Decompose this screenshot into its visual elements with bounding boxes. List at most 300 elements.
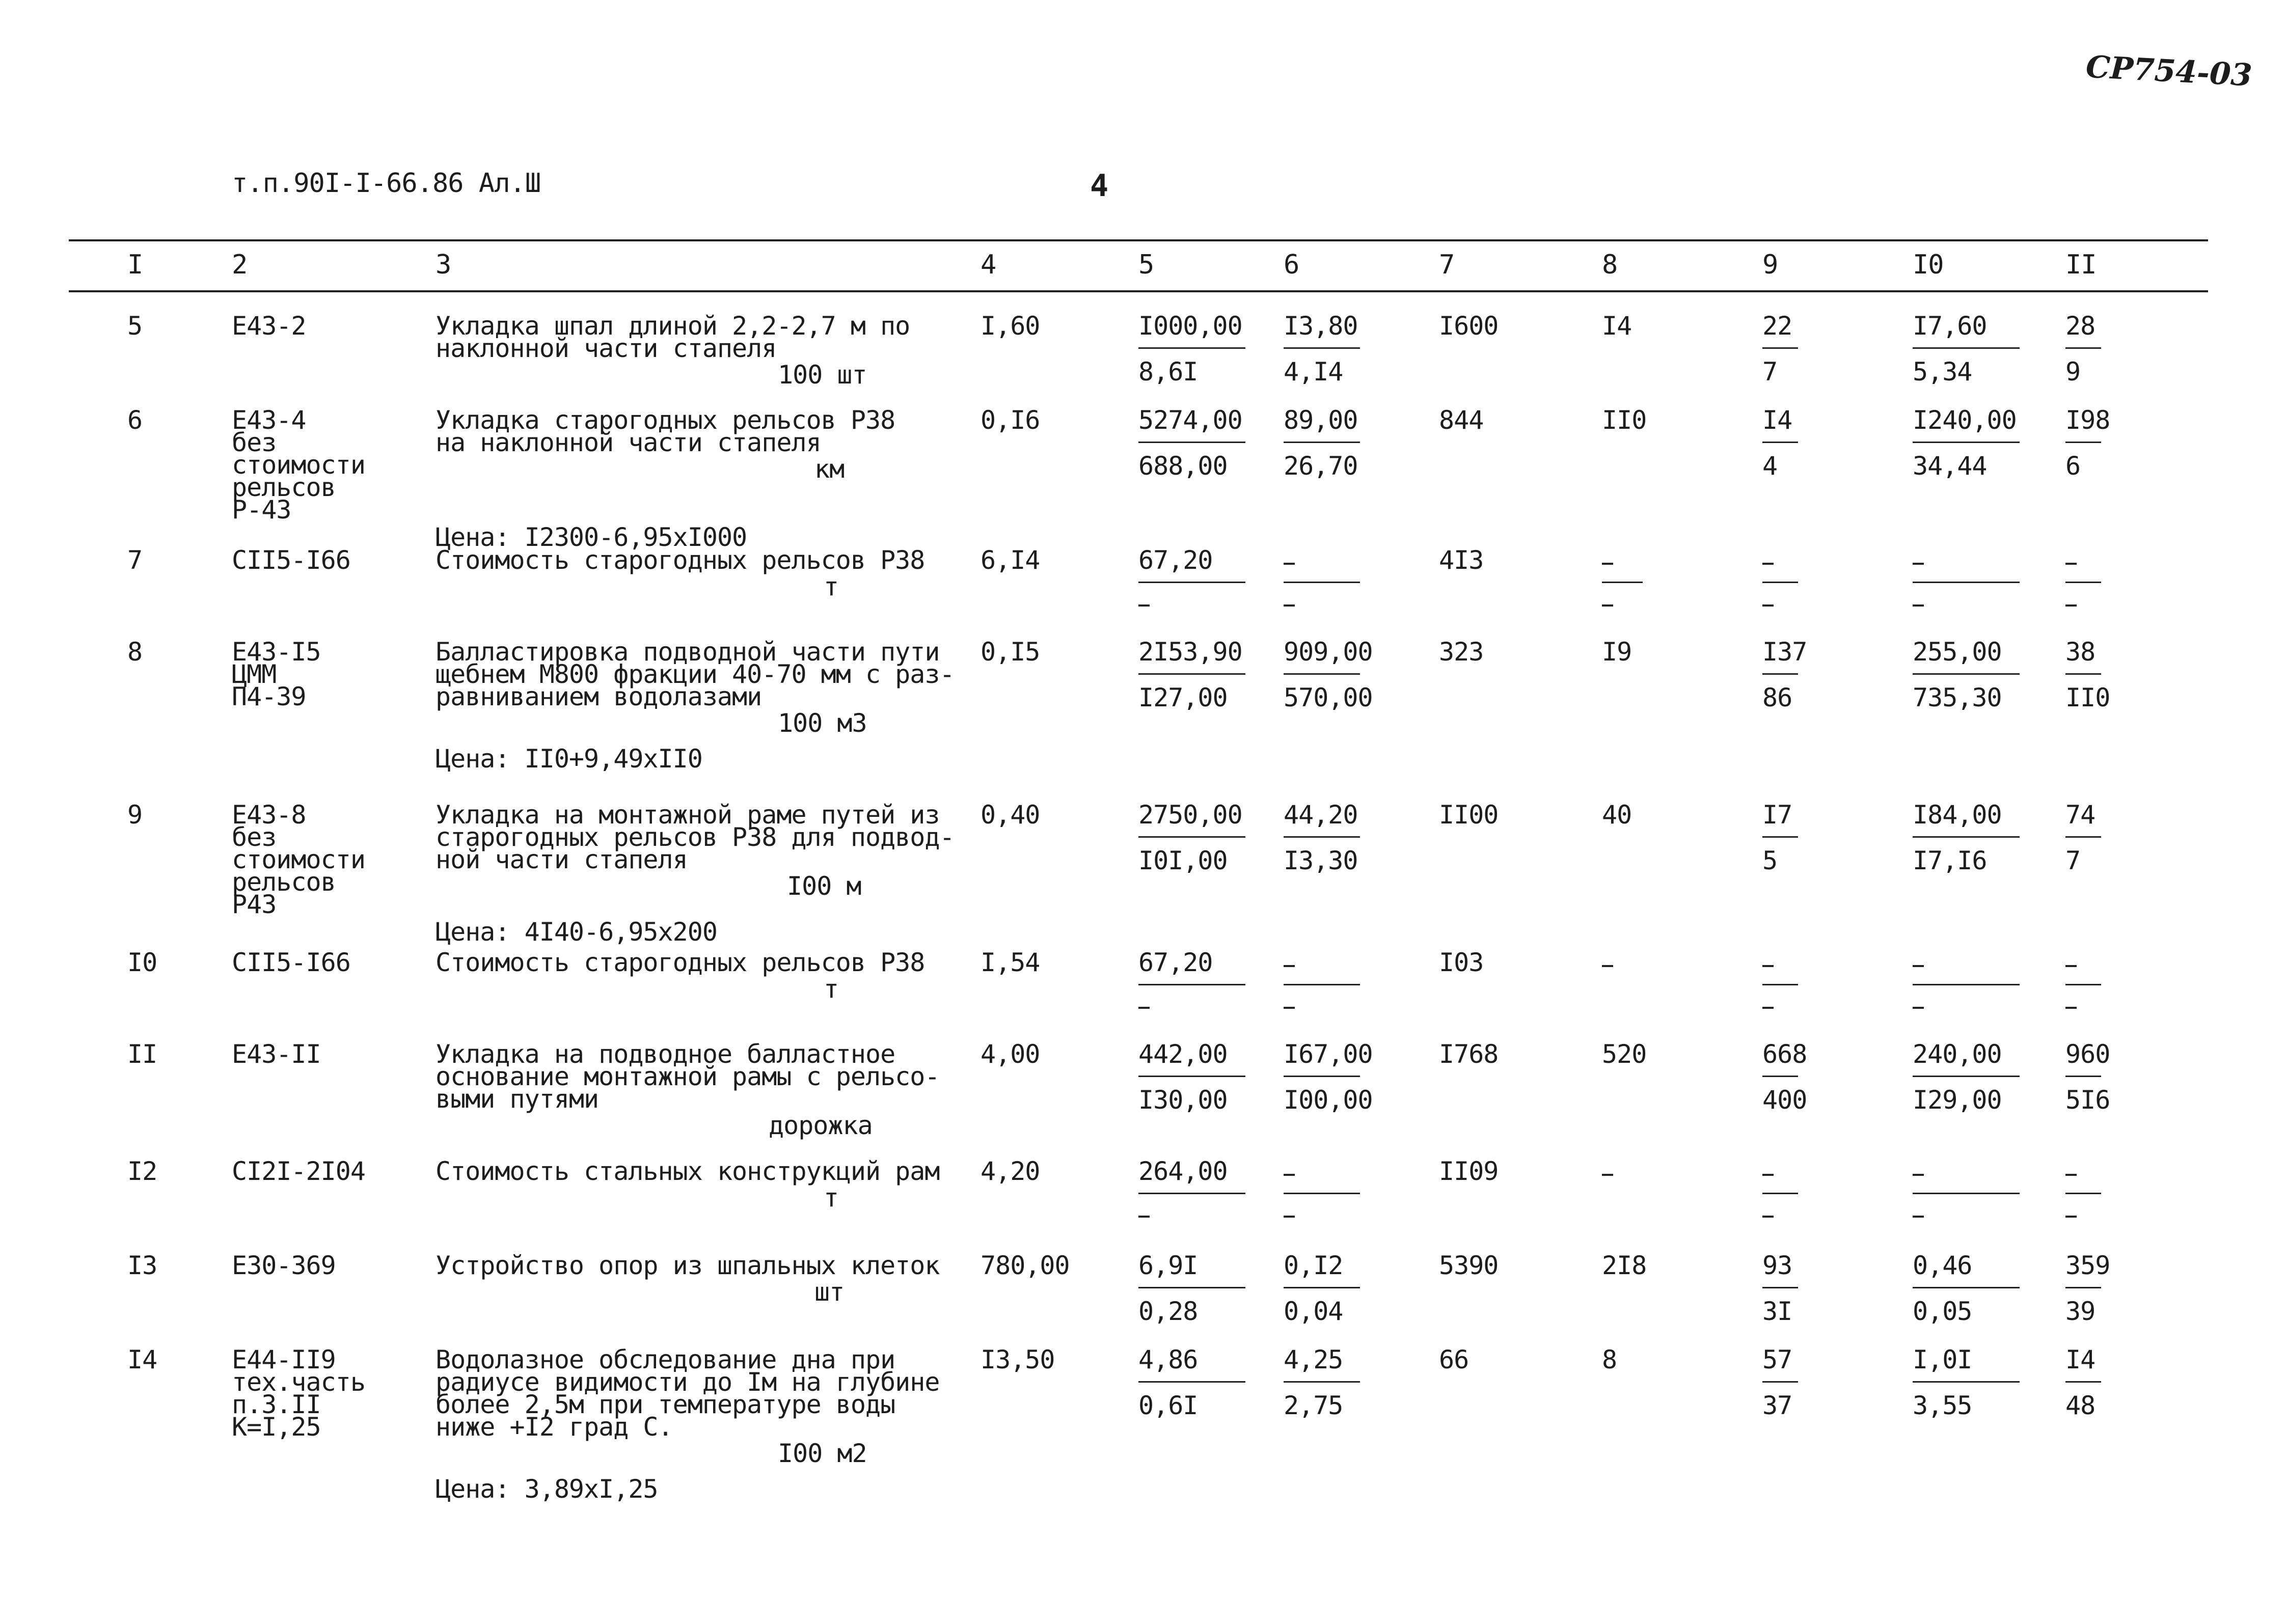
fraction-cell [2065,1039,2110,1118]
fraction-denominator: 86 [1762,683,1792,712]
fraction-bar [1138,673,1245,675]
fraction-cell [1284,313,1360,390]
norm-code: СI2I-2I04 [232,1157,365,1186]
fraction-numerator: 264,00 [1138,1157,1228,1186]
fraction-cell [1913,1159,2020,1235]
fraction-cell [1138,1041,1245,1118]
dash-mark [2065,604,2077,607]
column-number: II [2065,250,2097,280]
fraction-cell [1138,802,1245,878]
norm-code: СII5-I66 [232,948,350,977]
fraction-bar [1138,836,1245,838]
fraction-cell [1913,407,2020,484]
fraction-cell [1138,1253,1245,1329]
work-description: щебнем М800 фракции 40-70 мм с раз- [436,659,955,689]
fraction-bar [1762,673,1798,675]
fraction-bar [1284,836,1360,838]
fraction-cell [1284,407,1360,484]
fraction-cell [1762,950,1798,1026]
fraction-cell [1284,802,1360,878]
fraction-cell [1913,1347,2020,1423]
fraction-bar [2065,1287,2101,1288]
column-number: 6 [1284,250,1299,280]
row-number: II [127,1039,157,1069]
fraction-denominator: 7 [1762,357,1778,387]
fraction-numerator: 0,46 [1913,1251,1972,1280]
dash-mark [1284,604,1295,607]
fraction-cell [1284,547,1360,624]
fraction-cell [1284,1347,1360,1423]
fraction-bar [1284,1193,1360,1194]
fraction-numerator: 22 [1762,311,1792,341]
price-formula: Цена: II0+9,49хII0 [436,744,702,774]
fraction-bar [1284,673,1360,675]
fraction-bar [2065,442,2101,443]
work-description: Стоимость старогодных рельсов Р38 [436,948,925,977]
fraction-bar [1602,582,1643,583]
norm-code: Е43-8 [232,800,306,830]
fraction-bar [1284,582,1360,583]
work-description: Укладка шпал длиной 2,2-2,7 м по [436,311,910,341]
fraction-bar [1284,442,1360,443]
work-description: Балластировка подводной части пути [436,637,940,667]
fraction-cell [1762,1347,1798,1423]
fraction-denominator: 735,30 [1913,683,2002,712]
fraction-denominator: 8,6I [1138,357,1198,387]
cell-value: 40 [1602,800,1632,830]
work-description: Водолазное обследование дна при [436,1345,895,1374]
dash-mark [1913,1216,1924,1218]
quantity-value: 780,00 [981,1251,1070,1280]
document-reference: т.п.90I-I-66.86 Ал.Ш [232,168,541,199]
fraction-bar [1913,1193,2020,1194]
cell-value: 2I8 [1602,1251,1647,1280]
fraction-numerator: I98 [2065,405,2110,435]
dash-mark [1602,563,1613,565]
fraction-numerator: 67,20 [1138,545,1213,575]
total-value: 323 [1439,637,1484,667]
fraction-bar [1138,1381,1245,1383]
fraction-bar [1913,836,2020,838]
norm-code: Е43-2 [232,311,306,341]
unit-of-measure: дорожка [769,1111,873,1140]
fraction-bar [1762,836,1798,838]
fraction-denominator: 5,34 [1913,357,1972,387]
fraction-denominator: I27,00 [1138,683,1228,712]
fraction-bar [1762,1193,1798,1194]
total-value: 844 [1439,405,1484,435]
fraction-cell [2065,1347,2101,1423]
fraction-numerator: 38 [2065,637,2096,667]
archive-stamp: СР754-03 [2085,49,2253,94]
row-number: I3 [127,1251,157,1280]
dash-mark [1762,1216,1774,1218]
cell-value: 8 [1602,1345,1617,1374]
dash-mark [1913,1174,1924,1176]
unit-of-measure: т [824,1183,839,1213]
fraction-cell [1602,547,1643,624]
total-value: II09 [1439,1157,1499,1186]
fraction-denominator: 7 [2065,846,2081,875]
total-value: I768 [1439,1039,1499,1069]
fraction-bar [1138,984,1245,985]
fraction-denominator: 39 [2065,1297,2096,1326]
fraction-denominator: 0,05 [1913,1297,1972,1326]
fraction-denominator: 570,00 [1284,683,1373,712]
fraction-numerator: 2750,00 [1138,800,1242,830]
dash-mark [1762,1174,1774,1176]
norm-code: рельсов [232,473,336,502]
dash-mark [2065,563,2077,565]
dash-mark [1138,1216,1150,1218]
row-number: I0 [127,948,157,977]
norm-code: Е43-4 [232,405,306,435]
fraction-bar [1284,347,1360,349]
fraction-cell [1284,950,1360,1026]
norm-code: К=I,25 [232,1412,321,1442]
fraction-bar [1138,1287,1245,1288]
unit-of-measure: I00 м [787,871,861,901]
dash-mark [1602,1174,1613,1176]
fraction-bar [1913,984,2020,985]
fraction-denominator: 6 [2065,451,2081,481]
quantity-value: I,54 [981,948,1040,977]
quantity-value: 4,20 [981,1157,1040,1186]
dash-mark [1284,1007,1295,1009]
dash-mark [1762,1007,1774,1009]
fraction-numerator: I3,80 [1284,311,1358,341]
fraction-numerator: 0,I2 [1284,1251,1343,1280]
fraction-cell [1762,802,1798,878]
fraction-bar [1138,582,1245,583]
column-number: I0 [1913,250,1944,280]
fraction-bar [1762,582,1798,583]
norm-code: Е43-I5 [232,637,321,667]
fraction-numerator: I37 [1762,637,1807,667]
dash-mark [2065,1174,2077,1176]
work-description: основание монтажной рамы с рельсо- [436,1062,940,1091]
row-number: 8 [127,637,143,667]
fraction-numerator: 57 [1762,1345,1792,1374]
dash-mark [1913,965,1924,967]
fraction-cell [1762,547,1798,624]
row-number: 9 [127,800,143,830]
fraction-cell [1913,313,2020,390]
fraction-numerator: I7,60 [1913,311,1987,341]
fraction-denominator: 400 [1762,1085,1807,1115]
row-number: 7 [127,545,143,575]
work-description: ниже +I2 град С. [436,1412,673,1442]
cell-value: I4 [1602,311,1632,341]
fraction-bar [2065,1381,2101,1383]
fraction-bar [1913,1381,2020,1383]
cell-value: I9 [1602,637,1632,667]
column-number: 7 [1439,250,1455,280]
work-description: ной части стапеля [436,845,688,874]
fraction-denominator: 26,70 [1284,451,1358,481]
fraction-denominator: 4 [1762,451,1778,481]
fraction-denominator: 3I [1762,1297,1792,1326]
fraction-numerator: 2I53,90 [1138,637,1242,667]
norm-code: Е44-II9 [232,1345,336,1374]
norm-code: без [232,822,277,852]
work-description: Укладка старогодных рельсов Р38 [436,405,895,435]
row-number: I4 [127,1345,157,1374]
dash-mark [1913,1007,1924,1009]
fraction-numerator: I4 [1762,405,1792,435]
fraction-denominator: 48 [2065,1391,2096,1420]
fraction-bar [1138,442,1245,443]
fraction-bar [1284,1381,1360,1383]
fraction-bar [1284,984,1360,985]
work-description: старогодных рельсов Р38 для подвод- [436,822,955,852]
dash-mark [1284,965,1295,967]
fraction-numerator: 255,00 [1913,637,2002,667]
fraction-numerator: 5274,00 [1138,405,1242,435]
fraction-cell [1138,313,1245,390]
fraction-bar [2065,1076,2101,1077]
dash-mark [1284,1174,1295,1176]
total-value: I03 [1439,948,1484,977]
fraction-bar [1913,442,2020,443]
fraction-cell [1762,313,1798,390]
fraction-numerator: 668 [1762,1039,1807,1069]
fraction-bar [1138,1076,1245,1077]
norm-code: стоимости [232,450,365,480]
norm-code: СII5-I66 [232,545,350,575]
page-number: 4 [1090,168,1109,204]
fraction-cell [1913,950,2020,1026]
fraction-numerator: 89,00 [1284,405,1358,435]
unit-of-measure: 100 м3 [778,708,867,738]
fraction-bar [2065,1193,2101,1194]
dash-mark [1913,563,1924,565]
dash-mark [2065,965,2077,967]
dash-mark [1762,563,1774,565]
cell-value: II0 [1602,405,1647,435]
dash-mark [1602,604,1613,607]
fraction-bar [2065,347,2101,349]
fraction-cell [1284,1159,1360,1235]
unit-of-measure: т [824,572,839,601]
fraction-cell [1762,637,1807,715]
fraction-cell [1284,1039,1373,1118]
fraction-denominator: I7,I6 [1913,846,1987,875]
fraction-numerator: 442,00 [1138,1039,1228,1069]
fraction-numerator: 960 [2065,1039,2110,1069]
price-formula: Цена: I2300-6,95хI000 [436,522,747,552]
norm-code: тех.часть [232,1367,365,1397]
fraction-numerator: 240,00 [1913,1039,2002,1069]
fraction-denominator: 0,6I [1138,1391,1198,1420]
work-description: равниванием водолазами [436,682,762,711]
fraction-numerator: I,0I [1913,1345,1972,1374]
norm-code: Е30-369 [232,1251,336,1280]
fraction-cell [1138,639,1245,715]
quantity-value: 6,I4 [981,545,1040,575]
fraction-bar [1913,1287,2020,1288]
fraction-cell [1284,1253,1360,1329]
work-description: Стоимость стальных конструкций рам [436,1157,940,1186]
dash-mark [2065,1007,2077,1009]
quantity-value: 0,I6 [981,405,1040,435]
dash-mark [1602,965,1613,967]
quantity-value: I,60 [981,311,1040,341]
fraction-bar [2065,836,2101,838]
norm-code: ЦММ [232,659,277,689]
fraction-bar [1138,347,1245,349]
cell-value: 520 [1602,1039,1647,1069]
norm-code: рельсов [232,867,336,897]
work-description: на наклонной части стапеля [436,428,821,457]
row-number: 5 [127,311,143,341]
column-number: 9 [1762,250,1778,280]
work-description: Укладка на монтажной раме путей из [436,800,940,830]
dash-mark [1762,604,1774,607]
column-number: I [127,250,143,280]
column-number: 2 [232,250,248,280]
fraction-denominator: 2,75 [1284,1391,1343,1420]
fraction-numerator: I7 [1762,800,1792,830]
total-value: I600 [1439,311,1499,341]
fraction-bar [1913,582,2020,583]
fraction-cell [1762,1159,1798,1235]
fraction-bar [1762,347,1798,349]
fraction-numerator: I000,00 [1138,311,1242,341]
fraction-denominator: II0 [2065,683,2110,712]
fraction-denominator: I0I,00 [1138,846,1228,875]
header-bottom-rule [69,290,2208,292]
fraction-numerator: 6,9I [1138,1251,1198,1280]
quantity-value: I3,50 [981,1345,1055,1374]
dash-mark [1138,604,1150,607]
fraction-numerator: 93 [1762,1251,1792,1280]
fraction-cell [1284,637,1373,715]
unit-of-measure: I00 м2 [778,1439,867,1468]
fraction-denominator: 0,28 [1138,1297,1198,1326]
fraction-denominator: I29,00 [1913,1085,2002,1115]
fraction-denominator: I3,30 [1284,846,1358,875]
unit-of-measure: км [814,454,845,484]
fraction-cell [1913,802,2020,878]
fraction-cell [1913,547,2020,624]
norm-code: стоимости [232,845,365,874]
price-formula: Цена: 3,89хI,25 [436,1474,658,1504]
fraction-cell [2065,405,2110,484]
dash-mark [1138,1007,1150,1009]
norm-code: Р-43 [232,495,291,525]
unit-of-measure: 100 шт [778,360,867,390]
total-value: 5390 [1439,1251,1499,1280]
fraction-numerator: 4,25 [1284,1345,1343,1374]
column-number: 3 [436,250,451,280]
fraction-numerator: 4,86 [1138,1345,1198,1374]
fraction-denominator: I30,00 [1138,1085,1228,1115]
fraction-numerator: I4 [2065,1345,2096,1374]
fraction-cell [1138,547,1245,624]
fraction-denominator: I00,00 [1284,1085,1373,1115]
fraction-bar [1284,1076,1360,1077]
fraction-bar [1913,347,2020,349]
unit-of-measure: шт [814,1277,845,1307]
fraction-cell [1138,950,1245,1026]
fraction-cell [1138,1159,1245,1235]
work-description: более 2,5м при температуре воды [436,1390,895,1419]
work-description: наклонной части стапеля [436,334,777,363]
dash-mark [1762,965,1774,967]
norm-code: без [232,428,277,457]
fraction-bar [1762,1381,1798,1383]
price-formula: Цена: 4I40-6,95х200 [436,917,717,947]
fraction-denominator: 37 [1762,1391,1792,1420]
fraction-denominator: 9 [2065,357,2081,387]
fraction-bar [2065,582,2101,583]
fraction-numerator: I67,00 [1284,1039,1373,1069]
dash-mark [1284,563,1295,565]
quantity-value: 0,40 [981,800,1040,830]
fraction-cell [1762,1253,1798,1329]
fraction-cell [1913,1253,2020,1329]
work-description: Укладка на подводное балластное [436,1039,895,1069]
norm-code: Е43-II [232,1039,321,1069]
fraction-denominator: 34,44 [1913,451,1987,481]
fraction-denominator: 0,04 [1284,1297,1343,1326]
fraction-cell [1913,639,2020,715]
fraction-cell [2065,950,2101,1026]
fraction-cell [2065,1251,2110,1329]
work-description: радиусе видимости до Iм на глубине [436,1367,940,1397]
fraction-bar [2065,673,2101,675]
fraction-cell [1762,1039,1807,1118]
norm-code: п.3.II [232,1390,321,1419]
fraction-bar [1762,1076,1798,1077]
fraction-cell [2065,1159,2101,1235]
fraction-bar [1913,1076,2020,1077]
fraction-numerator: 909,00 [1284,637,1373,667]
total-value: II00 [1439,800,1499,830]
fraction-bar [1762,1287,1798,1288]
fraction-cell [1138,407,1245,484]
work-description: Устройство опор из шпальных клеток [436,1251,940,1280]
fraction-denominator: 5I6 [2065,1085,2110,1115]
fraction-bar [1913,673,2020,675]
fraction-bar [1762,442,1798,443]
table-top-rule [69,239,2208,241]
fraction-numerator: 44,20 [1284,800,1358,830]
column-number: 8 [1602,250,1618,280]
fraction-denominator: 4,I4 [1284,357,1343,387]
fraction-cell [1762,407,1798,484]
work-description: выми путями [436,1084,599,1114]
work-description: Стоимость старогодных рельсов Р38 [436,545,925,575]
fraction-numerator: 74 [2065,800,2096,830]
total-value: 4I3 [1439,545,1484,575]
unit-of-measure: т [824,974,839,1004]
dash-mark [1284,1216,1295,1218]
fraction-bar [1138,1193,1245,1194]
fraction-cell [1913,1041,2020,1118]
fraction-denominator: 5 [1762,846,1778,875]
fraction-denominator: 3,55 [1913,1391,1972,1420]
fraction-numerator: I84,00 [1913,800,2002,830]
fraction-cell [1138,1347,1245,1423]
fraction-numerator: 67,20 [1138,948,1213,977]
row-number: 6 [127,405,143,435]
column-number: 4 [981,250,996,280]
quantity-value: 0,I5 [981,637,1040,667]
dash-mark [2065,1216,2077,1218]
row-number: I2 [127,1157,157,1186]
